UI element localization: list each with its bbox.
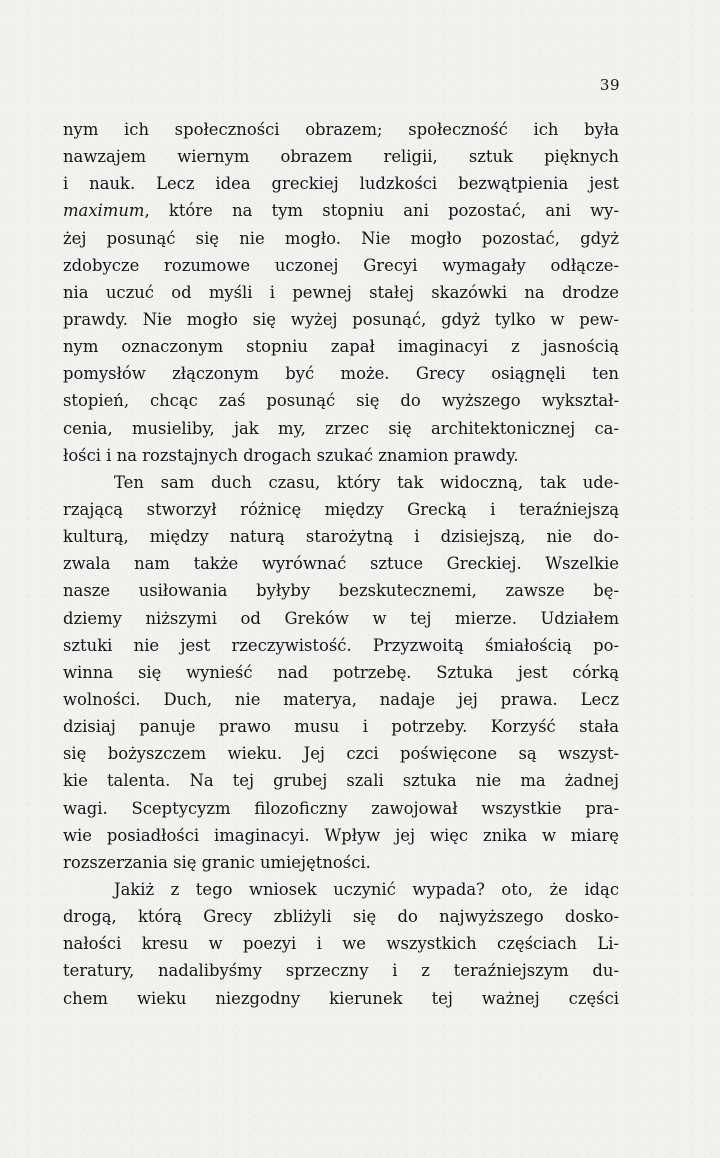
page-number: 39	[599, 76, 620, 94]
text-line: nia uczuć od myśli i pewnej stałej skazówki na drodze	[63, 282, 619, 302]
paragraph-start-line: Ten sam duch czasu, który tak widoczną, tak ude-	[114, 472, 619, 492]
text-line: i nauk. Lecz idea greckiej ludzkości bezwątpienia jest	[63, 174, 619, 194]
text-line: cenia, musieliby, jak my, zrzec się architektonicznej ca-	[63, 418, 619, 438]
paragraph-start-line: Jakiż z tego wniosek uczynić wypada? oto, że idąc	[114, 879, 619, 899]
text-line: dziemy niższymi od Greków w tej mierze. Udziałem	[63, 608, 619, 628]
text-line: rozszerzania się granic umiejętności.	[63, 852, 371, 872]
text-line: rzającą stworzył różnicę między Grecką i teraźniejszą	[63, 499, 619, 519]
text-line: wie posiadłości imaginacyi. Wpływ jej więc znika w miarę	[63, 825, 619, 845]
text-line: drogą, którą Grecy zbliżyli się do najwyższego dosko-	[63, 907, 619, 927]
text-line: pomysłów złączonym być może. Grecy osiągnęli ten	[63, 364, 619, 384]
text-line: zdobycze rozumowe uczonej Grecyi wymagały odłącze-	[63, 255, 619, 275]
text-line: chem wieku niezgodny kierunek tej ważnej części	[63, 988, 619, 1008]
text-line: prawdy. Nie mogło się wyżej posunąć, gdyż tylko w pew-	[63, 309, 619, 329]
text-line: teratury, nadalibyśmy sprzeczny i z teraźniejszym du-	[63, 961, 619, 981]
text-line: kulturą, między naturą starożytną i dzisiejszą, nie do-	[63, 527, 619, 547]
text-line: stopień, chcąc zaś posunąć się do wyższego wykształ-	[63, 391, 619, 411]
text-line: nym ich społeczności obrazem; społeczność ich była	[63, 120, 619, 139]
text-line: łości i na rozstajnych drogach szukać znamion prawdy.	[63, 445, 519, 465]
text-line: winna się wynieść nad potrzebę. Sztuka jest córką	[63, 662, 619, 682]
text-line: żej posunąć się nie mogło. Nie mogło pozostać, gdyż	[63, 228, 619, 248]
body-text	[63, 116, 619, 1012]
text-line: wagi. Sceptycyzm filozoficzny zawojował wszystkie pra-	[63, 798, 619, 818]
text-line: sztuki nie jest rzeczywistość. Przyzwoitą śmiałością po-	[63, 635, 619, 655]
text-line: nałości kresu w poezyi i we wszystkich częściach Li-	[63, 934, 619, 954]
text-line: się bożyszczem wieku. Jej czci poświęcone są wszyst-	[63, 744, 619, 764]
text-line: kie talenta. Na tej grubej szali sztuka nie ma żadnej	[63, 771, 619, 791]
text-line: dzisiaj panuje prawo musu i potrzeby. Korzyść stała	[63, 717, 619, 737]
italic-word: maximum	[63, 201, 145, 221]
text-line: maximum, które na tym stopniu ani pozostać, ani wy-	[63, 201, 619, 221]
text-line: nasze usiłowania byłyby bezskutecznemi, zawsze bę-	[63, 581, 619, 601]
text-line: wolności. Duch, nie materya, nadaje jej prawa. Lecz	[63, 689, 619, 709]
text-line: zwala nam także wyrównać sztuce Greckiej. Wszelkie	[63, 554, 619, 574]
text-line: nym oznaczonym stopniu zapał imaginacyi z jasnością	[63, 337, 619, 357]
text-line: nawzajem wiernym obrazem religii, sztuk pięknych	[63, 147, 619, 167]
